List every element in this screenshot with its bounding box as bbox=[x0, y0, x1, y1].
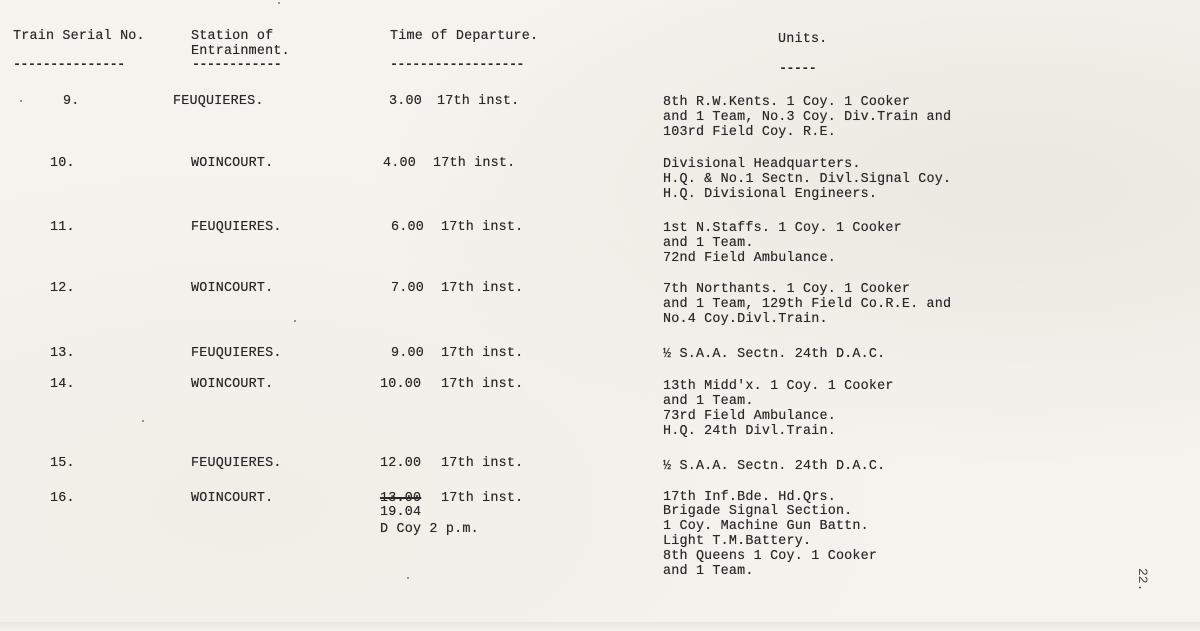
serial-number: 15. bbox=[50, 456, 75, 471]
station: WOINCOURT. bbox=[191, 281, 274, 296]
departure-time: 4.00 bbox=[383, 156, 416, 171]
units-list bbox=[663, 282, 951, 327]
units-list bbox=[663, 347, 885, 362]
underline-units: ----- bbox=[779, 62, 817, 77]
paper-speck bbox=[278, 2, 280, 4]
page-number: 22. bbox=[1135, 568, 1150, 592]
underline-station: ------------ bbox=[192, 58, 282, 73]
departure-time: 12.00 bbox=[380, 456, 422, 471]
unit-line: and 1 Team, 129th Field Co.R.E. and bbox=[663, 297, 952, 312]
unit-line: 1 Coy. Machine Gun Battn. bbox=[663, 519, 869, 534]
departure-date: 17th inst. bbox=[437, 94, 520, 109]
unit-line: H.Q. 24th Divl.Train. bbox=[663, 424, 836, 439]
header-station-line2: Entrainment. bbox=[191, 44, 290, 59]
serial-number: 14. bbox=[50, 377, 75, 392]
paper-speck bbox=[294, 320, 296, 322]
units-list bbox=[663, 379, 894, 439]
station: WOINCOURT. bbox=[191, 377, 274, 392]
serial-number: 9. bbox=[63, 94, 80, 109]
serial-number: 13. bbox=[50, 346, 75, 361]
departure-date: 17th inst. bbox=[441, 456, 524, 471]
departure-date: 17th inst. bbox=[441, 281, 524, 296]
units-list bbox=[663, 459, 885, 474]
station: FEUQUIERES. bbox=[173, 94, 264, 109]
departure-date: 17th inst. bbox=[441, 346, 524, 361]
unit-line: 13th Midd'x. 1 Coy. 1 Cooker bbox=[663, 379, 894, 394]
unit-line: and 1 Team. bbox=[663, 236, 754, 251]
departure-date: 17th inst. bbox=[441, 220, 524, 235]
units-list bbox=[663, 95, 951, 140]
departure-date: 17th inst. bbox=[433, 156, 516, 171]
page-bottom-edge bbox=[0, 622, 1200, 631]
serial-number: 12. bbox=[50, 281, 75, 296]
units-list bbox=[663, 221, 902, 266]
unit-line: and 1 Team. bbox=[663, 564, 754, 579]
unit-line: Brigade Signal Section. bbox=[663, 504, 853, 519]
departure-time: 10.00 bbox=[380, 377, 422, 392]
paper-speck bbox=[407, 577, 409, 579]
departure-time: 7.00 bbox=[391, 281, 424, 296]
unit-line: H.Q. & No.1 Sectn. Divl.Signal Coy. bbox=[663, 172, 952, 187]
station: FEUQUIERES. bbox=[191, 220, 282, 235]
underline-time-of-departure: ------------------ bbox=[390, 58, 524, 73]
unit-line: 7th Northants. 1 Coy. 1 Cooker bbox=[663, 282, 911, 297]
paper-speck bbox=[142, 420, 144, 422]
units-list bbox=[663, 491, 877, 579]
unit-line: H.Q. Divisional Engineers. bbox=[663, 187, 878, 202]
serial-number: 11. bbox=[50, 220, 75, 235]
unit-line: 73rd Field Ambulance. bbox=[663, 409, 836, 424]
unit-line: 1st N.Staffs. 1 Coy. 1 Cooker bbox=[663, 221, 902, 236]
station: WOINCOURT. bbox=[191, 156, 274, 171]
unit-line: 8th Queens 1 Coy. 1 Cooker bbox=[663, 549, 878, 564]
departure-date: 17th inst. bbox=[441, 377, 524, 392]
departure-time: 6.00 bbox=[391, 220, 424, 235]
units-list bbox=[663, 157, 951, 202]
station: FEUQUIERES. bbox=[191, 456, 282, 471]
paper-speck bbox=[20, 100, 22, 102]
unit-line: No.4 Coy.Divl.Train. bbox=[663, 312, 828, 327]
departure-time-note: D Coy 2 p.m. bbox=[380, 522, 479, 537]
station: FEUQUIERES. bbox=[191, 346, 282, 361]
unit-line: 103rd Field Coy. R.E. bbox=[663, 125, 836, 140]
unit-line: ½ S.A.A. Sectn. 24th D.A.C. bbox=[663, 347, 886, 362]
unit-line: ½ S.A.A. Sectn. 24th D.A.C. bbox=[663, 459, 886, 474]
unit-line: Light T.M.Battery. bbox=[663, 534, 812, 549]
departure-date: 17th inst. bbox=[441, 491, 524, 506]
station: WOINCOURT. bbox=[191, 491, 274, 506]
header-station-line1: Station of bbox=[191, 29, 274, 44]
unit-line: 8th R.W.Kents. 1 Coy. 1 Cooker bbox=[663, 95, 911, 110]
header-train-serial-no: Train Serial No. bbox=[13, 29, 145, 44]
unit-line: Divisional Headquarters. bbox=[663, 157, 861, 172]
departure-time-struck: 13.00 bbox=[380, 491, 422, 506]
departure-time-correction: 19.04 bbox=[380, 505, 422, 520]
unit-line: and 1 Team, No.3 Coy. Div.Train and bbox=[663, 110, 952, 125]
unit-line: and 1 Team. bbox=[663, 394, 754, 409]
header-time-of-departure: Time of Departure. bbox=[390, 29, 539, 44]
departure-time: 9.00 bbox=[391, 346, 424, 361]
unit-line: 72nd Field Ambulance. bbox=[663, 251, 836, 266]
unit-line: 17th Inf.Bde. Hd.Qrs. bbox=[663, 490, 836, 505]
serial-number: 10. bbox=[50, 156, 75, 171]
underline-train-serial-no: --------------- bbox=[13, 58, 125, 73]
serial-number: 16. bbox=[50, 491, 75, 506]
header-units: Units. bbox=[778, 32, 828, 47]
departure-time: 3.00 bbox=[389, 94, 422, 109]
